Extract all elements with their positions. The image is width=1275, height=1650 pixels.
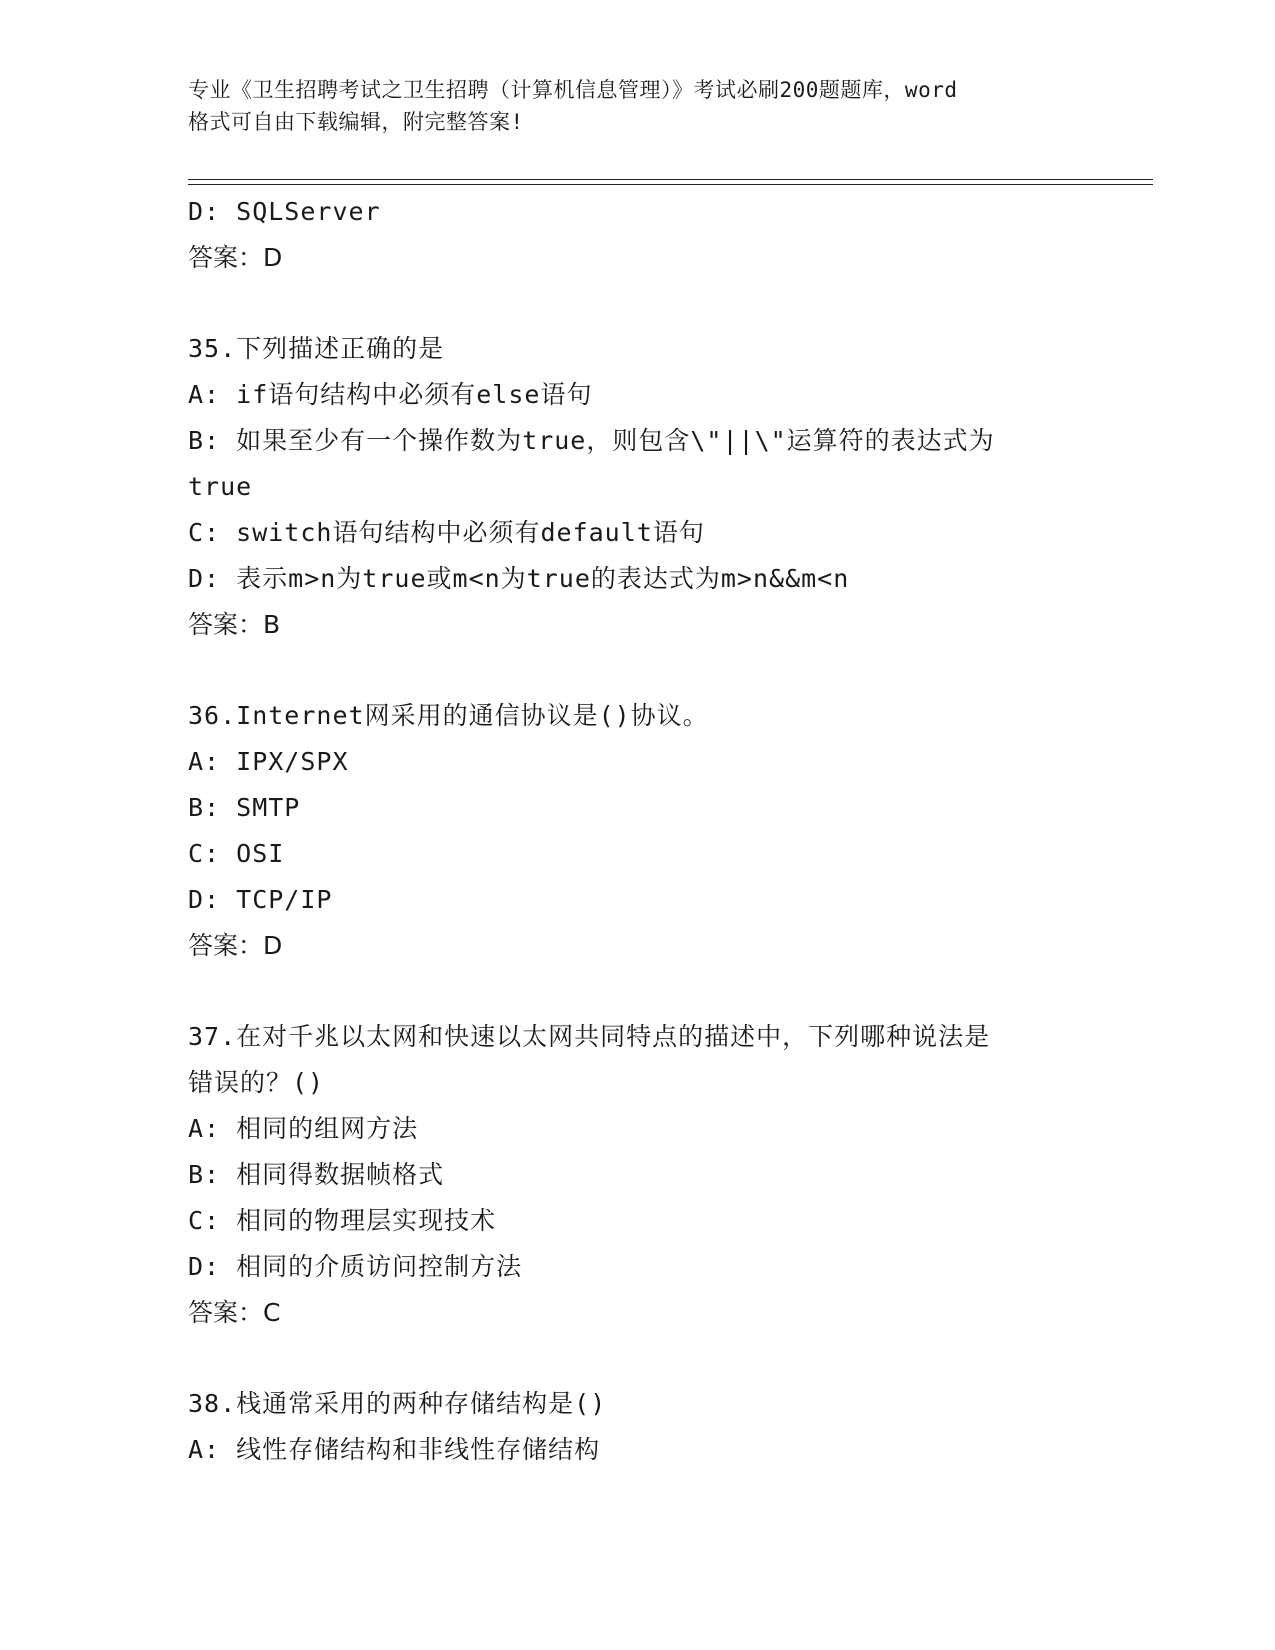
question-stem: 38.栈通常采用的两种存储结构是() bbox=[188, 1389, 607, 1418]
answer-line: 答案：D bbox=[188, 243, 283, 272]
option-a: A: IPX/SPX bbox=[188, 747, 349, 776]
option-b: B: 如果至少有一个操作数为true，则包含\"||\"运算符的表达式为 bbox=[188, 426, 995, 455]
header-divider-top bbox=[188, 179, 1153, 180]
option-b: B: 相同得数据帧格式 bbox=[188, 1160, 445, 1189]
option-a: A: if语句结构中必须有else语句 bbox=[188, 380, 593, 409]
previous-question-tail bbox=[188, 189, 1088, 281]
option-a: A: 线性存储结构和非线性存储结构 bbox=[188, 1435, 601, 1464]
header-divider-bottom bbox=[188, 184, 1153, 185]
option-a: A: 相同的组网方法 bbox=[188, 1114, 419, 1143]
option-d: D: TCP/IP bbox=[188, 885, 333, 914]
answer-line: 答案：B bbox=[188, 610, 281, 639]
question-stem: 37.在对千兆以太网和快速以太网共同特点的描述中，下列哪种说法是 bbox=[188, 1022, 991, 1051]
option-c: C: 相同的物理层实现技术 bbox=[188, 1206, 497, 1235]
option-b-continued: true bbox=[188, 472, 253, 501]
question-37 bbox=[188, 1014, 1088, 1336]
option-d: D: SQLServer bbox=[188, 197, 381, 226]
question-35 bbox=[188, 326, 1088, 648]
option-c: C: OSI bbox=[188, 839, 285, 868]
option-d: D: 表示m>n为true或m<n为true的表达式为m>n&&m<n bbox=[188, 564, 850, 593]
answer-line: 答案：C bbox=[188, 1298, 281, 1327]
question-stem: 36.Internet网采用的通信协议是()协议。 bbox=[188, 701, 709, 730]
question-38 bbox=[188, 1381, 1088, 1473]
option-d: D: 相同的介质访问控制方法 bbox=[188, 1252, 523, 1281]
option-c: C: switch语句结构中必须有default语句 bbox=[188, 518, 705, 547]
answer-line: 答案：D bbox=[188, 931, 283, 960]
header-title-line1: 专业《卫生招聘考试之卫生招聘（计算机信息管理）》考试必刷200题题库，word bbox=[188, 78, 958, 102]
document-header bbox=[188, 74, 1088, 138]
header-title-line2: 格式可自由下载编辑，附完整答案! bbox=[188, 110, 524, 134]
question-stem-continued: 错误的？() bbox=[188, 1068, 325, 1097]
option-b: B: SMTP bbox=[188, 793, 301, 822]
question-stem: 35.下列描述正确的是 bbox=[188, 334, 445, 363]
question-36 bbox=[188, 693, 1088, 969]
question-list bbox=[188, 189, 1088, 1473]
